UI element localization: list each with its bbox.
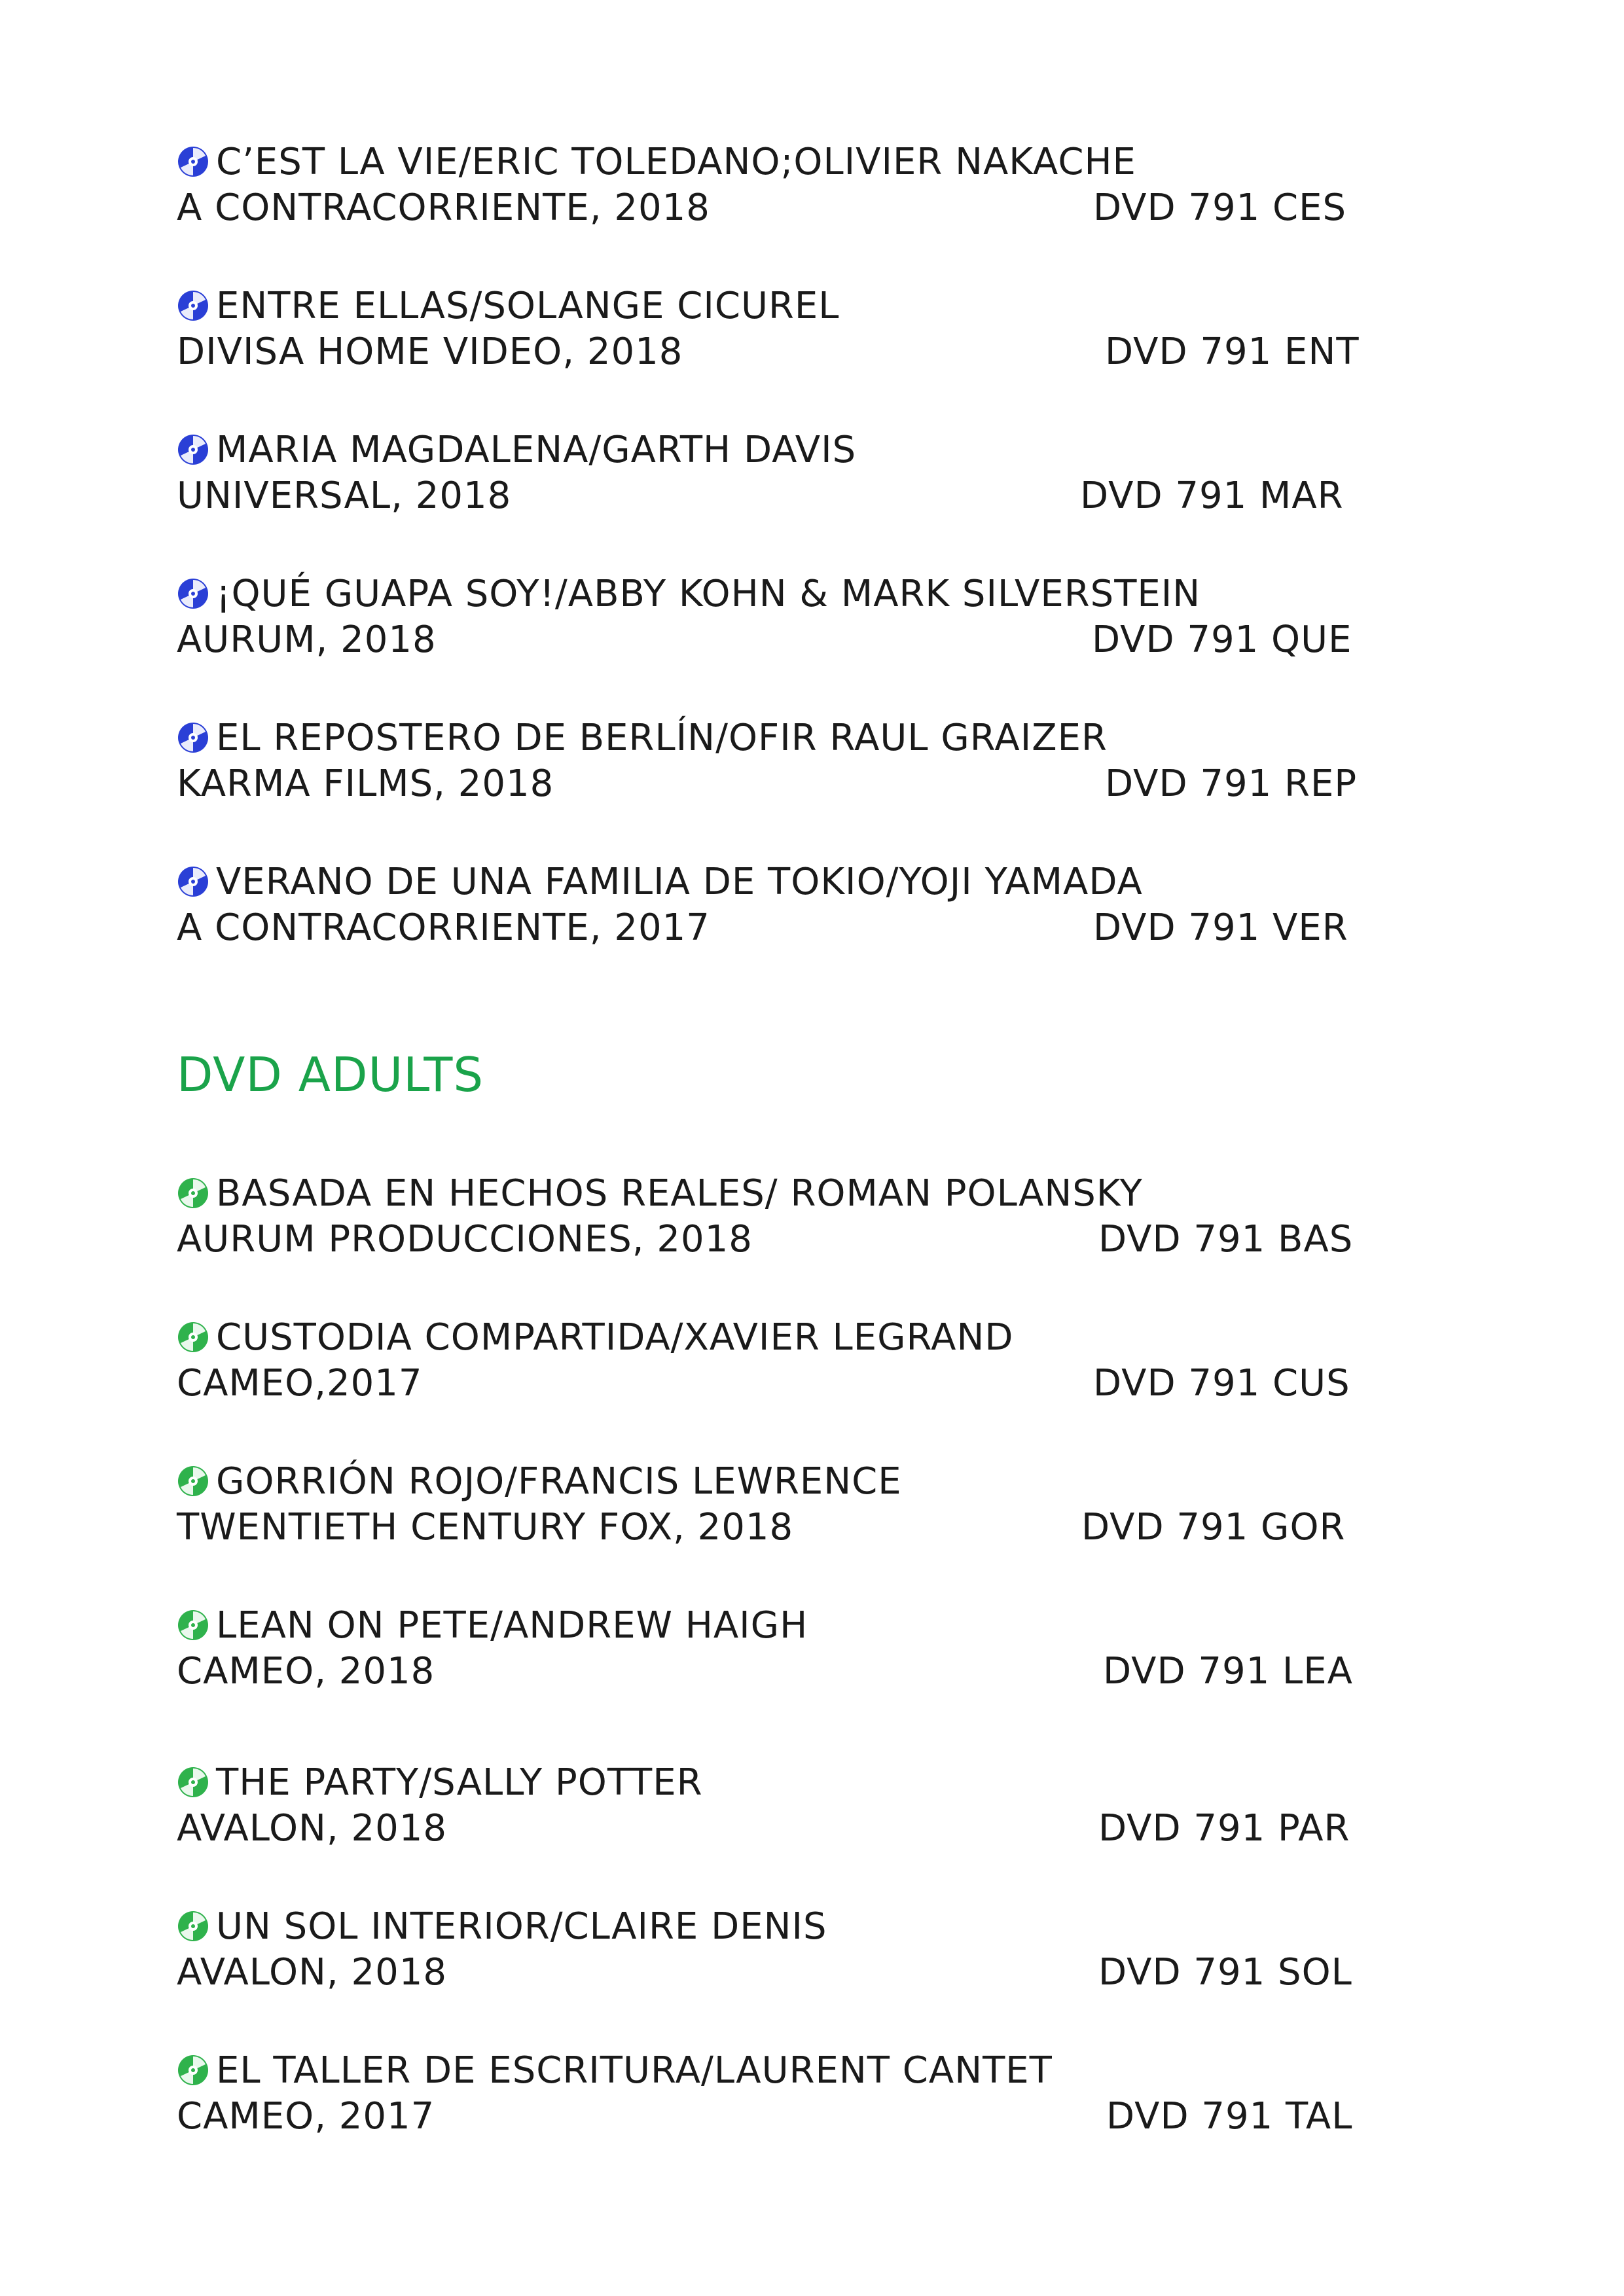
entry-publisher: AURUM PRODUCCIONES, 2018	[177, 1217, 753, 1261]
entry-publisher: AURUM, 2018	[177, 618, 437, 661]
entry-call-number: DVD 791 MAR	[1080, 474, 1344, 517]
disc-icon	[177, 577, 209, 610]
disc-icon	[177, 721, 209, 754]
entry-call-number: DVD 791 GOR	[1081, 1505, 1346, 1549]
entry-title-line	[177, 1759, 703, 1805]
entry-title-line	[177, 859, 1143, 905]
entry-title-line	[177, 1903, 827, 1949]
entry-call-number: DVD 791 REP	[1105, 762, 1358, 805]
entry-title-line	[177, 139, 1136, 185]
entry-title: EL REPOSTERO DE BERLÍN/OFIR RAUL GRAIZER	[216, 716, 1108, 759]
entry-title: ENTRE ELLAS/SOLANGE CICUREL	[216, 284, 840, 327]
disc-icon	[177, 433, 209, 466]
entry-call-number: DVD 791 QUE	[1092, 618, 1352, 661]
entry-publisher: CAMEO, 2018	[177, 1649, 435, 1693]
disc-icon	[177, 1321, 209, 1354]
entry-publisher: CAMEO,2017	[177, 1361, 423, 1405]
disc-icon	[177, 1910, 209, 1943]
entry-title: EL TALLER DE ESCRITURA/LAURENT CANTET	[216, 2049, 1053, 2092]
disc-icon	[177, 145, 209, 178]
disc-icon	[177, 289, 209, 322]
entry-publisher: A CONTRACORRIENTE, 2017	[177, 906, 710, 949]
entry-publisher: A CONTRACORRIENTE, 2018	[177, 186, 710, 229]
entry-call-number: DVD 791 TAL	[1106, 2094, 1353, 2138]
entry-publisher: CAMEO, 2017	[177, 2094, 435, 2138]
entry-title: VERANO DE UNA FAMILIA DE TOKIO/YOJI YAMADA	[216, 860, 1143, 903]
entry-title-line	[177, 571, 1200, 617]
disc-icon	[177, 2054, 209, 2087]
entry-title-line	[177, 427, 856, 473]
entry-title-line	[177, 1170, 1143, 1216]
disc-icon	[177, 1177, 209, 1210]
entry-title-line	[177, 1458, 902, 1504]
entry-title-line	[177, 1314, 1013, 1360]
entry-title-line	[177, 1602, 808, 1648]
entry-title: THE PARTY/SALLY POTTER	[216, 1761, 703, 1804]
entry-publisher: KARMA FILMS, 2018	[177, 762, 554, 805]
section-heading: DVD ADULTS	[177, 1047, 484, 1102]
entry-title: BASADA EN HECHOS REALES/ ROMAN POLANSKY	[216, 1172, 1143, 1215]
entry-call-number: DVD 791 PAR	[1098, 1806, 1350, 1850]
entry-title: C’EST LA VIE/ERIC TOLEDANO;OLIVIER NAKACHE	[216, 140, 1136, 183]
entry-publisher: AVALON, 2018	[177, 1806, 448, 1850]
entry-call-number: DVD 791 SOL	[1098, 1950, 1352, 1994]
disc-icon	[177, 1465, 209, 1498]
entry-call-number: DVD 791 BAS	[1098, 1217, 1354, 1261]
entry-title: UN SOL INTERIOR/CLAIRE DENIS	[216, 1905, 827, 1948]
disc-icon	[177, 1766, 209, 1799]
entry-publisher: AVALON, 2018	[177, 1950, 448, 1994]
entry-publisher: TWENTIETH CENTURY FOX, 2018	[177, 1505, 794, 1549]
entry-title: MARIA MAGDALENA/GARTH DAVIS	[216, 428, 857, 471]
entry-call-number: DVD 791 LEA	[1103, 1649, 1353, 1693]
entry-call-number: DVD 791 CES	[1093, 186, 1347, 229]
disc-icon	[177, 1609, 209, 1641]
entry-title-line	[177, 2047, 1053, 2093]
entry-call-number: DVD 791 ENT	[1105, 330, 1360, 373]
entry-call-number: DVD 791 VER	[1093, 906, 1348, 949]
entry-title: CUSTODIA COMPARTIDA/XAVIER LEGRAND	[216, 1316, 1014, 1359]
entry-call-number: DVD 791 CUS	[1093, 1361, 1350, 1405]
entry-title: GORRIÓN ROJO/FRANCIS LEWRENCE	[216, 1460, 902, 1503]
entry-title-line	[177, 715, 1108, 761]
entry-title: ¡QUÉ GUAPA SOY!/ABBY KOHN & MARK SILVERSTEIN	[216, 572, 1201, 615]
entry-title: LEAN ON PETE/ANDREW HAIGH	[216, 1604, 808, 1647]
entry-publisher: UNIVERSAL, 2018	[177, 474, 512, 517]
disc-icon	[177, 865, 209, 898]
entry-title-line	[177, 283, 839, 329]
entry-publisher: DIVISA HOME VIDEO, 2018	[177, 330, 683, 373]
